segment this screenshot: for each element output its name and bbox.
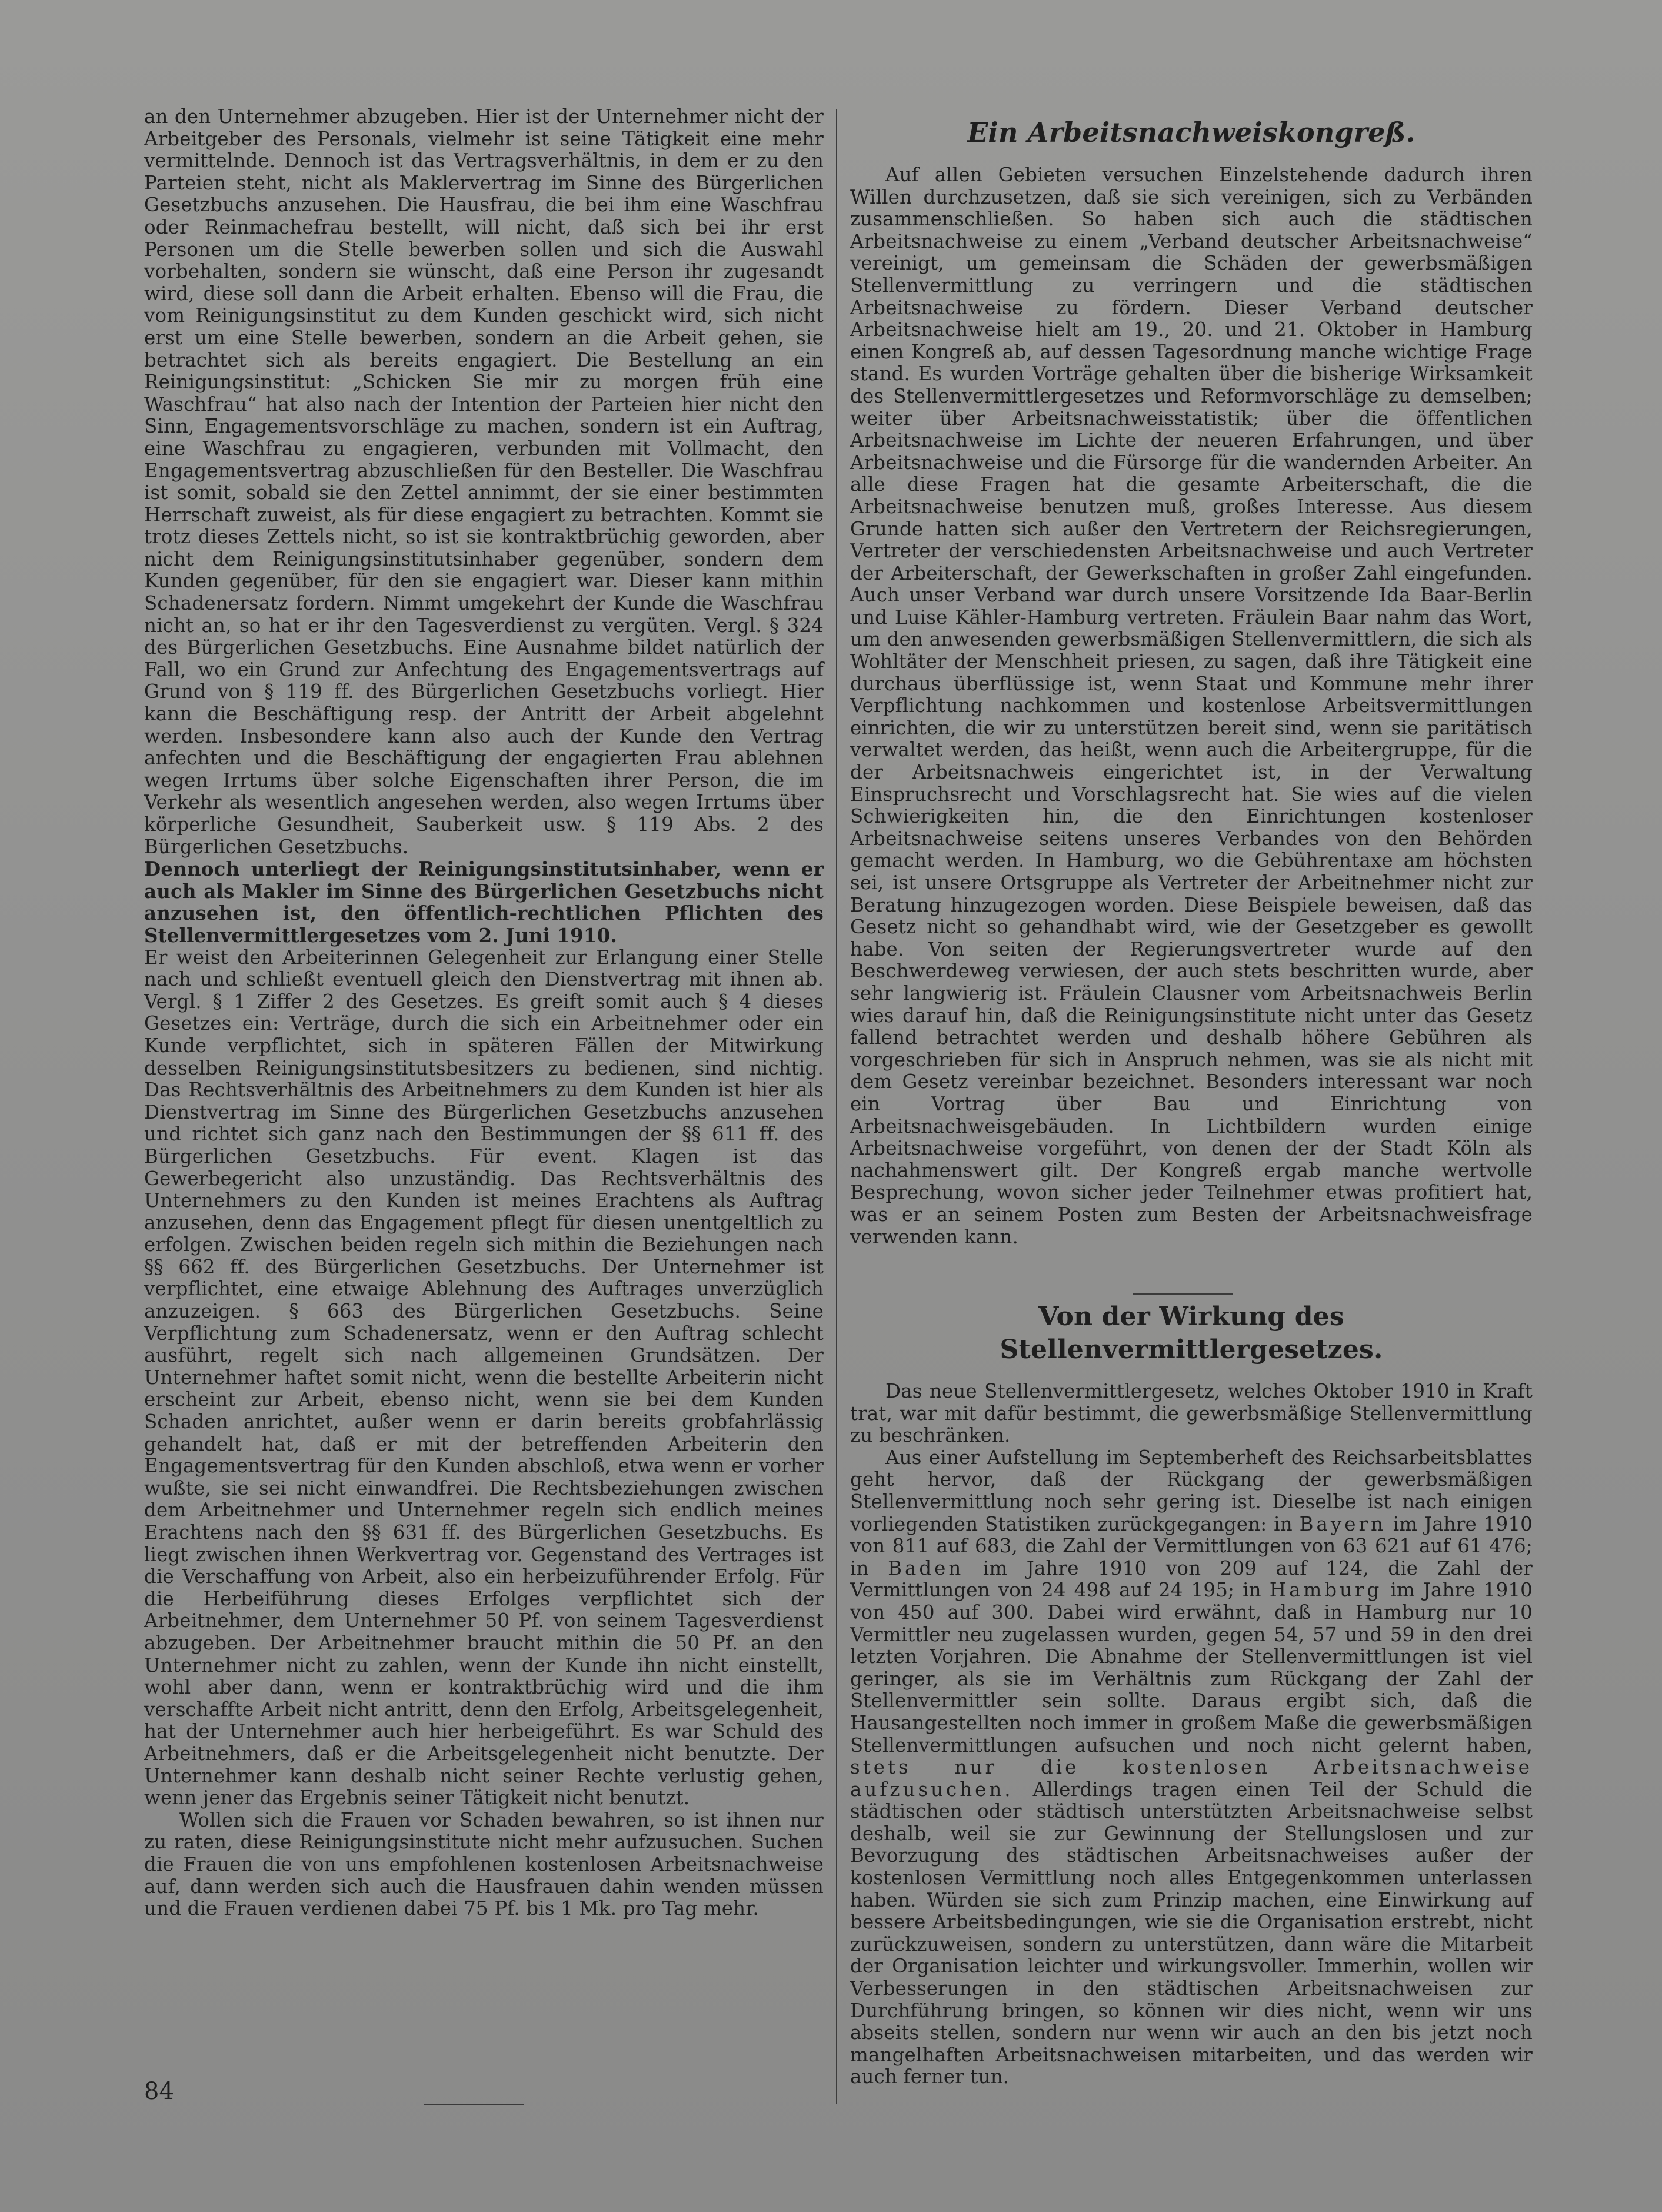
article-stellenvermittlergesetz [850,1300,1533,2088]
place-name: Hamburg [1269,1579,1383,1602]
text-run: Allerdings tragen einen Teil der Schuld die städtischen oder städtisch unterstützten Arbeitsnachweise selbst deshalb, weil sie zur Gewinnung der Stellungslosen und zur Bevorzugung des städtischen Arbeitsnachweises außer der kostenlosen Vermittlung noch alles Entgegenkommen unterlassen haben. Würden sie sich zum Prinzip machen, eine Einwirkung auf bessere Arbeitsbedingungen, wie sie die Organisation erstrebt, nicht zurückzuweisen, sondern zu unterstützen, dann wäre die Mitarbeit der Organisation leichter und wirkungsvoller. Immerhin, wollen wir Verbesserungen in den städtischen Arbeitsnachweisen zur Durchführung bringen, so können wir dies nicht, wenn wir uns abseits stellen, sondern nur wenn wir auch an den bis jetzt noch mangelhaften Arbeitsnachweisen mitarbeiten, und das werden wir auch ferner tun. [850,1778,1533,2088]
paragraph: Er weist den Arbeiterinnen Gelegenheit zur Erlangung einer Stelle nach und schließt eventuell gleich den Dienstvertrag mit ihnen ab. Vergl. § 1 Ziffer 2 des Gesetzes. Es greift somit auch § 4 dieses Gesetzes ein: Verträge, durch die sich ein Arbeitnehmer oder ein Kunde verpflichtet, sich in späteren Fällen der Mitwirkung desselben Reinigungsinstitutsbesitzers zu bedienen, sind nichtig. Das Rechtsverhältnis des Arbeitnehmers zu dem Kunden ist hier als Dienstvertrag im Sinne des Bürgerlichen Gesetzbuchs anzusehen und richtet sich ganz nach den Bestimmungen der §§ 611 ff. des Bürgerlichen Gesetzbuchs. Für event. Klagen ist das Gewerbegericht also unzuständig. Das Rechtsverhältnis des Unternehmers zu den Kunden ist meines Erachtens als Auftrag anzusehen, denn das Engagement pflegt für diesen unentgeltlich zu erfolgen. Zwischen beiden regeln sich mithin die Beziehungen nach §§ 662 ff. des Bürgerlichen Gesetzbuchs. Der Unternehmer ist verpflichtet, eine etwaige Ablehnung des Auftrages unverzüglich anzuzeigen. § 663 des Bürgerlichen Gesetzbuchs. Seine Verpflichtung zum Schadenersatz, wenn er den Auftrag schlecht ausführt, regelt sich nach allgemeinen Grundsätzen. Der Unternehmer haftet somit nicht, wenn die bestellte Arbeiterin nicht erscheint zur Arbeit, ebenso nicht, wenn sie bei dem Kunden Schaden anrichtet, außer wenn er darin bereits grobfahrlässig gehandelt hat, daß er mit der betreffenden Arbeiterin den Engagementsvertrag für den Kunden abschloß, etwa wenn er vorher wußte, sie sei nicht einwandfrei. Die Rechtsbeziehungen zwischen dem Arbeitnehmer und Unternehmer regeln sich endlich meines Erachtens nach den §§ 631 ff. des Bürgerlichen Gesetzbuchs. Es liegt zwischen ihnen Werkvertrag vor. Gegenstand des Vertrages ist die Verschaffung von Arbeit, also ein herbeizuführender Erfolg. Für die Herbeiführung dieses Erfolges verpflichtet sich der Arbeitnehmer, dem Unternehmer 50 Pf. von seinem Tagesverdienst abzugeben. Der Arbeitnehmer braucht mithin die 50 Pf. an den Unternehmer nicht zu zahlen, wenn der Kunde ihn nicht einstellt, wohl aber dann, wenn er kontraktbrüchig wird und die ihm verschaffte Arbeit nicht antritt, denn den Erfolg, Arbeitsgelegenheit, hat der Unternehmer auch hier herbeigeführt. Es war Schuld des Arbeitnehmers, daß er die Arbeitsgelegenheit nicht benutzte. Der Unternehmer kann deshalb nicht seiner Rechte verlustig gehen, wenn jener das Ergebnis seiner Tätigkeit nicht benutzt. [144,946,824,1809]
article-paragraph: Das neue Stellenvermittlergesetz, welches Oktober 1910 in Kraft trat, war mit dafür bestimmt, die gewerbsmäßige Stellenvermittlung zu beschränken. [850,1380,1533,1447]
emphasized-text: stets nur die kostenlosen Arbeitsnachweise aufzusuchen. [850,1756,1533,1801]
article-title: Von der Wirkung des Stellenvermittlergesetzes. [1000,1302,1383,1365]
text-run: Aus einer Aufstellung im Septemberheft des Reichsarbeitsblattes geht hervor, daß der Rückgang der gewerbsmäßigen Stellenvermittlung noch sehr gering ist. Dieselbe ist nach einigen vorliegenden Statistiken zurückgegangen: in [850,1446,1533,1535]
end-rule [424,2104,524,2105]
paragraph: Wollen sich die Frauen vor Schaden bewahren, so ist ihnen nur zu raten, diese Reinigungsinstitute nicht mehr aufzusuchen. Suchen die Frauen die von uns empfohlenen kostenlosen Arbeitsnachweise auf, dann werden sich auch die Hausfrauen dahin wenden müssen und die Frauen verdienen dabei 75 Pf. bis 1 Mk. pro Tag mehr. [144,1808,824,1920]
column-divider [836,109,837,2104]
text-run: im Jahre 1910 von 209 auf 124, die Zahl der Vermittlungen von 24 498 auf 24 195; in [850,1556,1533,1602]
page-number: 84 [144,2078,174,2105]
text-run: im Jahre 1910 von 811 auf 683, die Zahl der Vermittlungen von 63 621 auf 61 476; in [850,1512,1533,1579]
article-arbeitsnachweiskongress [850,115,1533,1248]
article-separator-rule [1133,1293,1233,1295]
article-paragraph [850,1447,1533,2088]
article-body: Auf allen Gebieten versuchen Einzelstehende dadurch ihren Willen durchzusetzen, daß sie sich vereinigen, sich zu Verbänden zusammenschließen. So haben sich auch die städtischen Arbeitsnachweise zu einem „Verband deutscher Arbeitsnachweise“ vereinigt, um gemeinsam die Schäden der gewerbsmäßigen Stellenvermittlung zu verringern und die städtischen Arbeitsnachweise zu fördern. Dieser Verband deutscher Arbeitsnachweise hielt am 19., 20. und 21. Oktober in Hamburg einen Kongreß ab, auf dessen Tagesordnung manche wichtige Frage stand. Es wurden Vorträge gehalten über die bisherige Wirksamkeit des Stellenvermittlergesetzes und Reformvorschläge zu demselben; weiter über Arbeitsnachweisstatistik; über die öffentlichen Arbeitsnachweise im Lichte der neueren Erfahrungen, und über Arbeitsnachweise und die Fürsorge für die wandernden Arbeiter. An alle diese Fragen hat die gesamte Arbeiterschaft, die die Arbeitsnachweise benutzen muß, großes Interesse. Aus diesem Grunde hatten sich außer den Vertretern der Reichsregierungen, Vertreter der verschiedensten Arbeitsnachweise und auch Vertreter der Arbeiterschaft, der Gewerkschaften in großer Zahl eingefunden. Auch unser Verband war durch unsere Vorsitzende Ida Baar-Berlin und Luise Kähler-Hamburg vertreten. Fräulein Baar nahm das Wort, um den anwesenden gewerbsmäßigen Stellenvermittlern, die sich als Wohltäter der Menschheit priesen, zu sagen, daß ihre Tätigkeit eine durchaus überflüssige ist, wenn Staat und Kommune mehr ihrer Verpflichtung nachkommen und kostenlose Arbeitsvermittlungen einrichten, die wir zu unterstützen bereit sind, wenn sie paritätisch verwaltet werden, das heißt, wenn auch die Arbeitergruppe, für die der Arbeitsnachweis eingerichtet ist, in der Verwaltung Einspruchsrecht und Vorschlagsrecht hat. Sie wies auf die vielen Schwierigkeiten hin, die den Einrichtungen kostenloser Arbeitsnachweise seitens unseres Verbandes von den Behörden gemacht werden. In Hamburg, wo die Gebührentaxe am höchsten sei, ist unsere Ortsgruppe als Vertreter der Arbeitnehmer nicht zur Beratung hinzugezogen worden. Diese Beispiele beweisen, daß das Gesetz nicht so gehandhabt wird, wie der Gesetzgeber es gewollt habe. Von seiten der Regierungsvertreter wurde auf den Beschwerdeweg verwiesen, der auch stets beschritten wurde, aber sehr langwierig ist. Fräulein Clausner vom Arbeitsnachweis Berlin wies darauf hin, daß die Reinigungsinstitute nicht unter das Gesetz fallend betrachtet werden und deshalb höhere Gebühren als vorgeschrieben für sich in Anspruch nehmen, was sie als nicht mit dem Gesetz vereinbar bezeichnet. Besonders interessant war noch ein Vortrag über Bau und Einrichtung von Arbeitsnachweisgebäuden. In Lichtbildern wurden einige Arbeitsnachweise vorgeführt, von denen der der Stadt Köln als nachahmenswert gilt. Der Kongreß ergab manche wertvolle Besprechung, wovon sicher jeder Teilnehmer etwas profitiert hat, was er an seinem Posten zum Besten der Arbeitsnachweisfrage verwenden kann. [850,164,1533,1248]
paragraph-bold: Dennoch unterliegt der Reinigungsinstitutsinhaber, wenn er auch als Makler im Sinne des Bürgerlichen Gesetzbuchs nicht anzusehen ist, den öffentlich-rechtlichen Pflichten des Stellenvermittlergesetzes vom 2. Juni 1910. [144,857,824,947]
paragraph: an den Unternehmer abzugeben. Hier ist der Unternehmer nicht der Arbeitgeber des Personals, vielmehr ist seine Tätigkeit eine mehr vermittelnde. Dennoch ist das Vertragsverhältnis, in dem er zu den Parteien steht, nicht als Maklervertrag im Sinne des Bürgerlichen Gesetzbuchs anzusehen. Die Hausfrau, die bei ihm eine Waschfrau oder Reinmachefrau bestellt, will nicht, daß sich bei ihr erst Personen um die Stelle bewerben sollen und sich die Auswahl vorbehalten, sondern sie wünscht, daß eine Person ihr zugesandt wird, diese soll dann die Arbeit erhalten. Ebenso will die Frau, die vom Reinigungsinstitut zu dem Kunden geschickt wird, sich nicht erst um eine Stelle bewerben, sondern an die Arbeit gehen, sie betrachtet sich als bereits engagiert. Die Bestellung an ein Reinigungsinstitut: „Schicken Sie mir zu morgen früh eine Waschfrau“ hat also nach der Intention der Parteien hier nicht den Sinn, Engagementsvorschläge zu machen, sondern ist ein Auftrag, eine Waschfrau zu engagieren, verbunden mit Vollmacht, den Engagementsvertrag abzuschließen für den Besteller. Die Waschfrau ist somit, sobald sie den Zettel annimmt, der sie einer bestimmten Herrschaft zuweist, als für diese engagiert zu betrachten. Kommt sie trotz dieses Zettels nicht, so ist sie kontraktbrüchig geworden, aber nicht dem Reinigungsinstitutsinhaber gegenüber, sondern dem Kunden gegenüber, für den sie engagiert war. Dieser kann mithin Schadenersatz fordern. Nimmt umgekehrt der Kunde die Waschfrau nicht an, so hat er ihr den Tagesverdienst zu vergüten. Vergl. § 324 des Bürgerlichen Gesetzbuchs. Eine Ausnahme bildet natürlich der Fall, wo ein Grund zur Anfechtung des Engagementsvertrags auf Grund von § 119 ff. des Bürgerlichen Gesetzbuchs vorliegt. Hier kann die Beschäftigung resp. der Antritt der Arbeit abgelehnt werden. Insbesondere kann also auch der Kunde den Vertrag anfechten und die Beschäftigung der engagierten Frau ablehnen wegen Irrtums über solche Eigenschaften ihrer Person, die im Verkehr als wesentlich angesehen werden, also wegen Irrtums über körperliche Gesundheit, Sauberkeit usw. § 119 Abs. 2 des Bürgerlichen Gesetzbuchs. [144,105,824,858]
place-name: Bayern [1299,1512,1386,1535]
article-title: Ein Arbeitsnachweiskongreß. [967,117,1415,148]
text-run: im Jahre 1910 von 450 auf 300. Dabei wird erwähnt, daß in Hamburg nur 10 Vermittler neu zugelassen wurden, gegen 54, 57 und 59 in den drei letzten Vorjahren. Die Abnahme der Stellenvermittlungen ist viel geringer, als sie im Verhältnis zum Rückgang der Zahl der Stellenvermittler sein sollte. Daraus ergibt sich, daß die Hausangestellten noch immer in großem Maße die gewerbsmäßigen Stellenvermittlungen aufsuchen und noch nicht gelernt haben, [850,1579,1533,1757]
place-name: Baden [888,1556,964,1579]
left-column [144,106,824,1920]
